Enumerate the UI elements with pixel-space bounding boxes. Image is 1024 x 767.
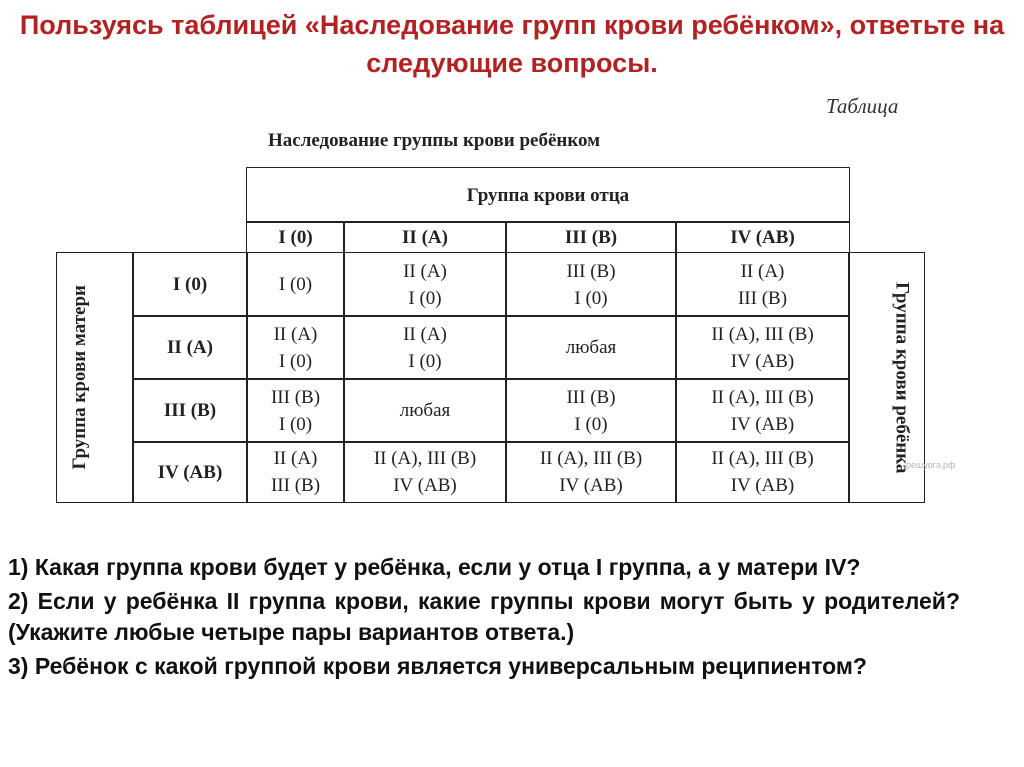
cell-line: II (A), III (B) [711, 323, 814, 345]
table-cell [675, 252, 850, 317]
table-cell [343, 441, 507, 503]
cell-line: II (A) [273, 323, 318, 345]
watermark: решуогэ.рф [906, 460, 956, 470]
father-col-header: III (B) [505, 221, 677, 253]
cell-line: IV (AB) [730, 350, 795, 372]
table-cell [246, 378, 345, 443]
table-cell [675, 378, 850, 443]
mother-row-header: II (A) [132, 315, 248, 380]
table-cell [675, 441, 850, 503]
table-cell [246, 315, 345, 380]
table-cell [505, 378, 677, 443]
cell-line: II (A), III (B) [711, 448, 814, 469]
cell-line: I (0) [408, 350, 442, 372]
cell-line: I (0) [574, 287, 608, 309]
cell-line: III (B) [737, 287, 788, 309]
mother-row-header: III (B) [132, 378, 248, 443]
cell-line: любая [565, 337, 617, 358]
page-title: Пользуясь таблицей «Наследование групп крови ребёнком», ответьте на следующие вопросы. [19, 10, 1005, 78]
cell-line: I (0) [278, 413, 313, 435]
table-cell [246, 441, 345, 503]
cell-line: II (A) [403, 260, 447, 282]
question-2: 2) Если у ребёнка II группа крови, какие группы крови могут быть у родителей? (Укажите любые четыре пары вариантов ответа.) [8, 588, 960, 645]
cell-line: III (B) [270, 386, 321, 408]
table-cell [675, 315, 850, 380]
mother-row-header: IV (AB) [132, 441, 248, 503]
father-col-header: II (A) [343, 221, 507, 253]
cell-line: III (B) [270, 475, 321, 496]
question-1: 1) Какая группа крови будет у ребёнка, если у отца I группа, а у матери IV? [8, 554, 861, 580]
cell-line: II (A) [740, 260, 785, 282]
mother-header-text: Группа крови матери [69, 285, 90, 470]
table-label: Таблица [826, 94, 899, 118]
table-cell [246, 252, 345, 317]
cell-line: I (0) [278, 350, 313, 372]
cell-line: II (A) [403, 323, 447, 345]
mother-row-header: I (0) [132, 252, 248, 317]
cell-line: IV (AB) [559, 475, 623, 496]
cell-line: I (0) [278, 274, 313, 295]
mother-header [56, 252, 134, 503]
table-cell [505, 315, 677, 380]
questions-block [8, 552, 960, 685]
table-cell [343, 378, 507, 443]
cell-line: IV (AB) [393, 475, 457, 496]
cell-line: любая [399, 400, 451, 421]
cell-line: II (A) [273, 448, 318, 469]
table-cell [343, 315, 507, 380]
question-3: 3) Ребёнок с какой группой крови является универсальным реципиентом? [8, 653, 867, 679]
cell-line: IV (AB) [730, 475, 795, 496]
cell-line: I (0) [408, 287, 442, 309]
father-col-header: I (0) [246, 221, 345, 253]
cell-line: I (0) [574, 413, 608, 435]
father-header: Группа крови отца [246, 167, 850, 223]
cell-line: IV (AB) [730, 413, 795, 435]
cell-line: II (A), III (B) [711, 386, 814, 408]
cell-line: III (B) [566, 260, 616, 282]
table-cell [505, 441, 677, 503]
father-col-header: IV (AB) [675, 221, 850, 253]
table-cell [343, 252, 507, 317]
child-header-text: Группа крови ребёнка [891, 281, 913, 474]
cell-line: II (A), III (B) [373, 448, 477, 469]
cell-line: II (A), III (B) [539, 448, 643, 469]
cell-line: III (B) [566, 386, 616, 408]
table-caption: Наследование группы крови ребёнком [268, 130, 601, 151]
table-cell [505, 252, 677, 317]
